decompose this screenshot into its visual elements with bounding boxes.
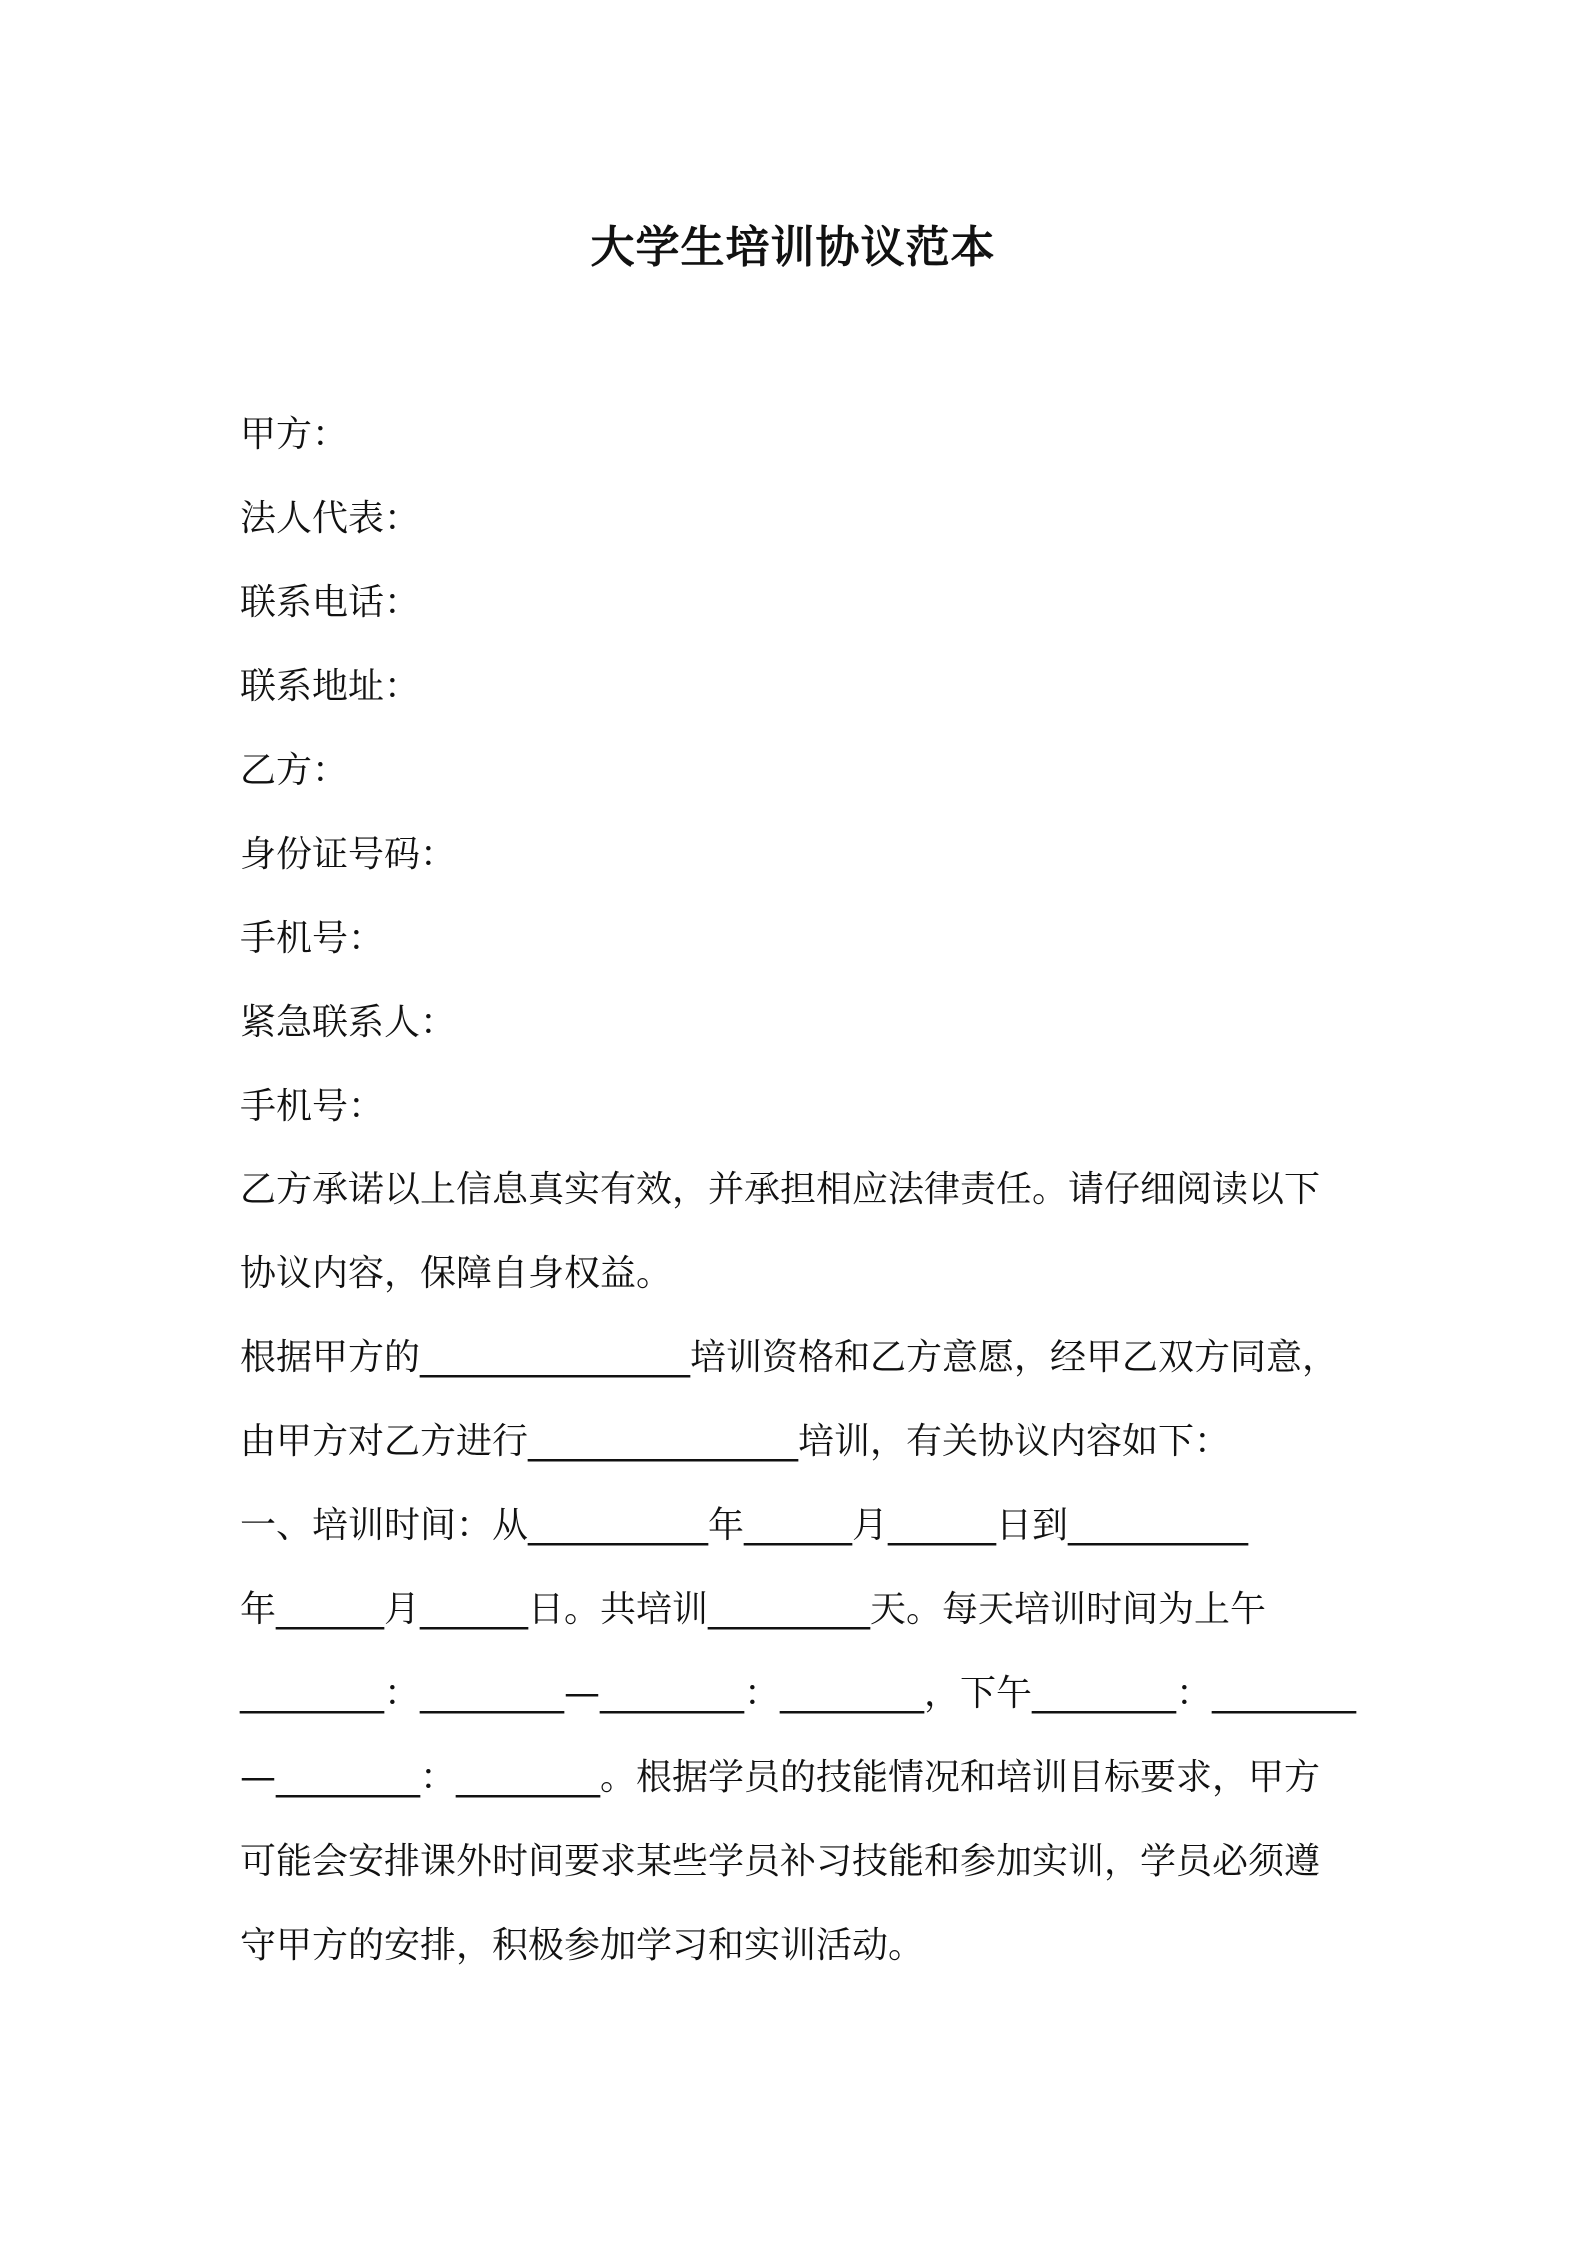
text-line: 由甲方对乙方进行_______________培训，有关协议内容如下： — [240, 1421, 1231, 1462]
basis-paragraph — [240, 1328, 1380, 1496]
field-contact-phone: 联系电话： — [240, 582, 421, 623]
document-title: 大学生培训协议范本 — [590, 222, 996, 273]
field-emergency-mobile: 手机号： — [240, 1086, 385, 1127]
agreement-body — [240, 1160, 1380, 2000]
field-legal-representative: 法人代表： — [240, 498, 421, 539]
text-line: 乙方承诺以上信息真实有效，并承担相应法律责任。请仔细阅读以下 — [240, 1169, 1321, 1210]
text-line: ________：________—________：________，下午________：________ — [240, 1673, 1356, 1714]
field-party-b: 乙方： — [240, 750, 349, 791]
text-line: 年______月______日。共培训_________天。每天培训时间为上午 — [240, 1589, 1267, 1630]
text-line: 根据甲方的_______________培训资格和乙方意愿，经甲乙双方同意， — [240, 1337, 1339, 1378]
text-line: 守甲方的安排，积极参加学习和实训活动。 — [240, 1925, 925, 1966]
party-info-section — [240, 405, 1380, 1161]
text-line: 可能会安排课外时间要求某些学员补习技能和参加实训，学员必须遵 — [240, 1841, 1321, 1882]
field-mobile: 手机号： — [240, 918, 385, 959]
field-emergency-contact: 紧急联系人： — [240, 1002, 457, 1043]
text-line: 一、培训时间：从__________年______月______日到__________ — [240, 1505, 1249, 1546]
text-line: —________：________。根据学员的技能情况和培训目标要求，甲方 — [240, 1757, 1321, 1798]
field-id-number: 身份证号码： — [240, 834, 457, 875]
text-line: 协议内容，保障自身权益。 — [240, 1253, 673, 1294]
training-time-clause — [240, 1496, 1380, 2000]
commitment-paragraph — [240, 1160, 1380, 1328]
field-party-a: 甲方： — [240, 414, 349, 455]
field-contact-address: 联系地址： — [240, 666, 421, 707]
